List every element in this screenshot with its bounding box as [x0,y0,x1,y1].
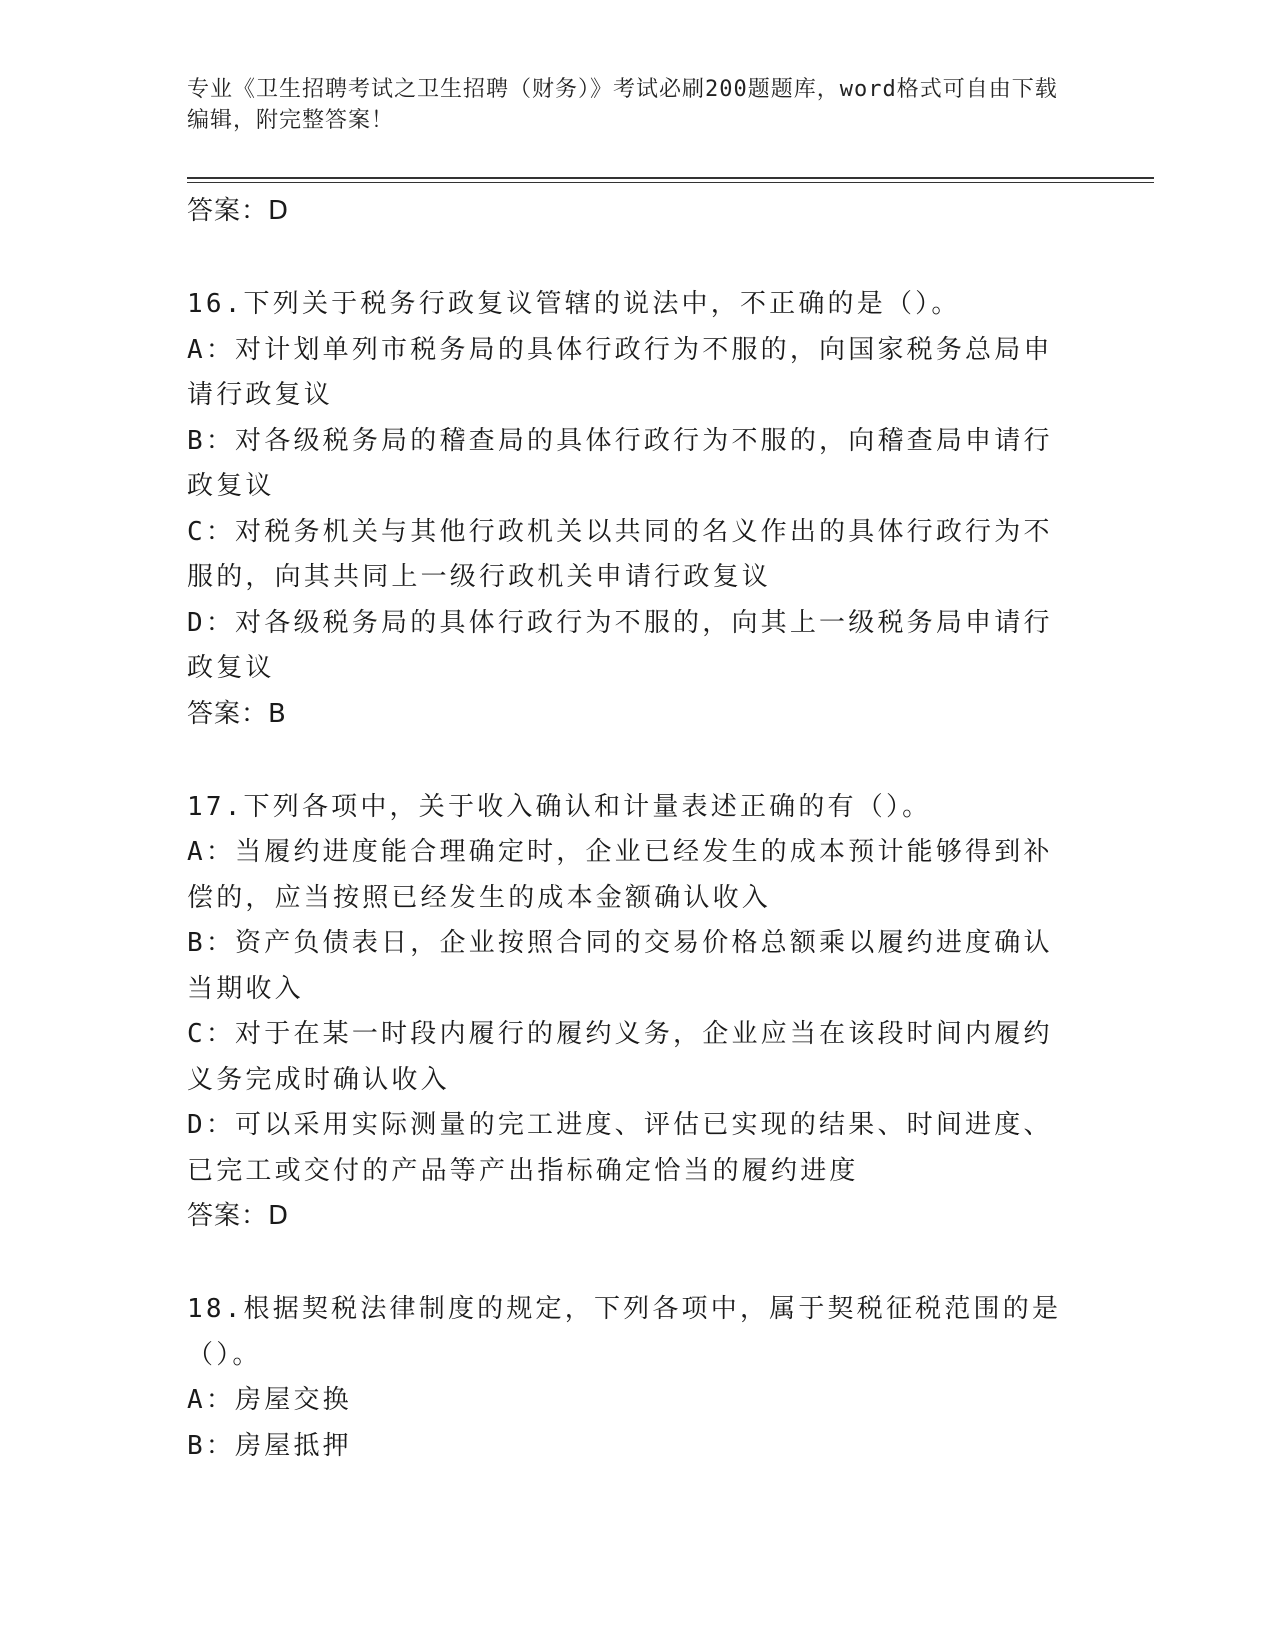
option-d: D：对各级税务局的具体行政行为不服的，向其上一级税务局申请行政复议 [187,607,1053,683]
option-c: C：对于在某一时段内履行的履约义务，企业应当在该段时间内履约义务完成时确认收入 [187,1019,1053,1095]
option-a: A：对计划单列市税务局的具体行政行为不服的，向国家税务总局申请行政复议 [187,334,1053,410]
header-divider-thin [187,182,1154,183]
option-a: A：当履约进度能合理确定时，企业已经发生的成本预计能够得到补偿的，应当按照已经发生的成本金额确认收入 [187,837,1053,913]
question-stem: 17.下列各项中，关于收入确认和计量表述正确的有（）。 [187,791,932,822]
question-18 [187,1287,1077,1469]
question-16 [187,282,1077,736]
option-a: A：房屋交换 [187,1385,352,1415]
option-b: B：房屋抵押 [187,1430,352,1461]
answer-line: 答案：D [187,1201,290,1231]
page-header: 专业《卫生招聘考试之卫生招聘（财务）》考试必刷200题题库，word格式可自由下载编辑，附完整答案！ [187,77,1058,133]
question-stem: 18.根据契税法律制度的规定，下列各项中，属于契税征税范围的是（）。 [187,1294,1062,1370]
question-17 [187,785,1077,1239]
header-divider-thick [187,177,1154,179]
option-c: C：对税务机关与其他行政机关以共同的名义作出的具体行政行为不服的，向其共同上一级行政机关申请行政复议 [187,516,1053,592]
question-stem: 16.下列关于税务行政复议管辖的说法中，不正确的是（）。 [187,289,961,319]
document-body [187,185,1077,1469]
option-d: D：可以采用实际测量的完工进度、评估已实现的结果、时间进度、已完工或交付的产品等产出指标确定恰当的履约进度 [187,1110,1053,1186]
answer-line: 答案：B [187,698,287,729]
option-b: B：资产负债表日，企业按照合同的交易价格总额乘以履约进度确认当期收入 [187,928,1053,1004]
previous-answer: 答案：D [187,196,290,226]
option-b: B：对各级税务局的稽查局的具体行政行为不服的，向稽查局申请行政复议 [187,425,1053,501]
